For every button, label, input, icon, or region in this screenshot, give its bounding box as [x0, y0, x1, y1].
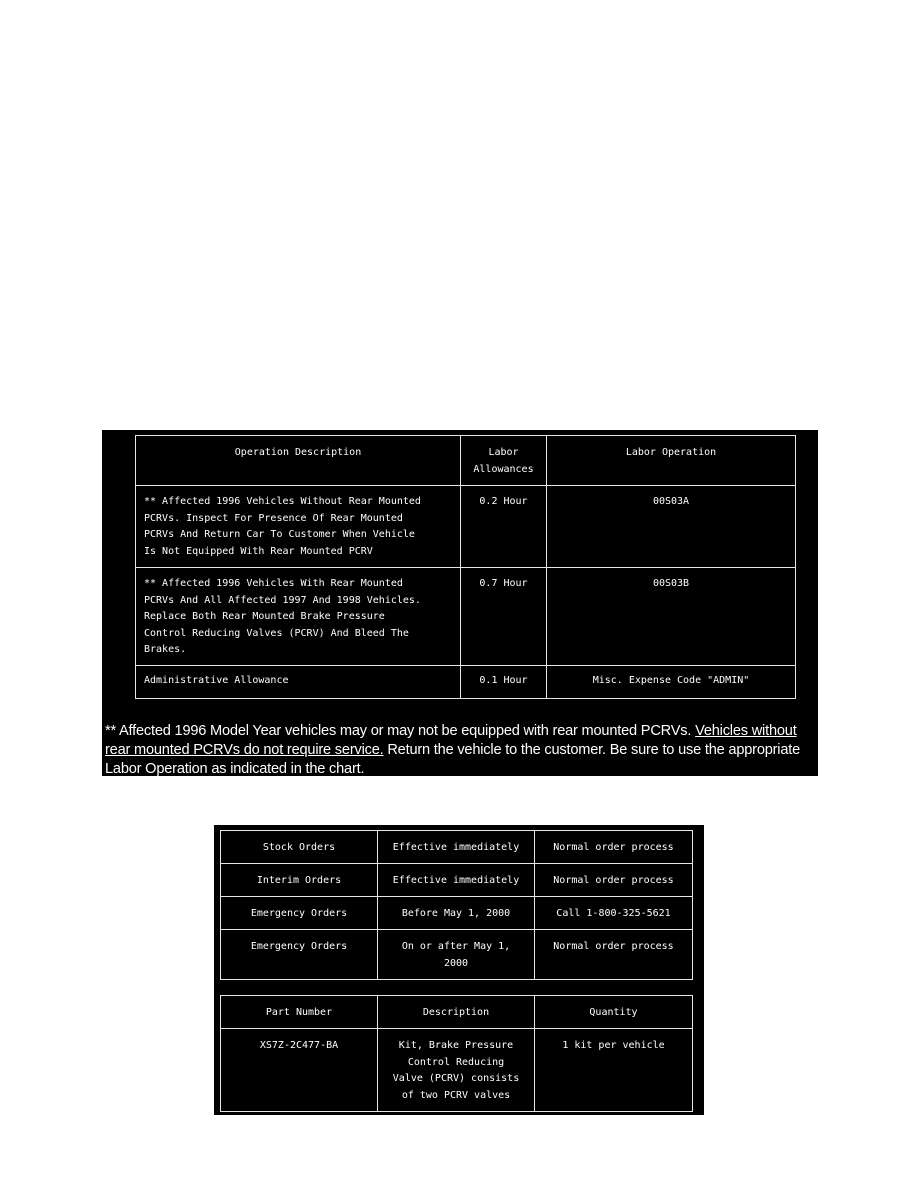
order-type-cell: Interim Orders	[221, 864, 378, 897]
table-row	[221, 930, 693, 980]
order-effective-cell: Before May 1, 2000	[378, 897, 535, 930]
table-header-row	[221, 996, 693, 1029]
table-row	[136, 568, 796, 666]
operation-description-cell: ** Affected 1996 Vehicles Without Rear Mounted PCRVs. Inspect For Presence Of Rear Mounted PCRVs And Return Car To Customer When Vehicle Is Not Equipped With Rear Mounted PCRV	[136, 486, 461, 568]
order-schedule-table	[220, 830, 693, 980]
footnote-underlined-text: Vehicles without rear mounted PCRVs do not require service.	[105, 723, 797, 758]
part-number-cell: XS7Z-2C477-BA	[221, 1029, 378, 1112]
labor-allowance-cell: 0.7 Hour	[461, 568, 547, 666]
order-effective-cell: Effective immediately	[378, 864, 535, 897]
order-effective-cell: Effective immediately	[378, 831, 535, 864]
table-row	[136, 486, 796, 568]
labor-operation-cell: 00S03B	[547, 568, 796, 666]
part-description-cell: Kit, Brake Pressure Control Reducing Valve (PCRV) consists of two PCRV valves	[378, 1029, 535, 1112]
parts-table	[220, 995, 693, 1112]
footnote-text: ** Affected 1996 Model Year vehicles may or may not be equipped with rear mounted PCRVs.	[105, 723, 696, 739]
order-process-cell: Normal order process	[535, 831, 693, 864]
order-effective-cell: On or after May 1, 2000	[378, 930, 535, 980]
header-description: Description	[378, 996, 535, 1029]
header-labor-operation: Labor Operation	[547, 436, 796, 486]
orders-and-parts-panel	[214, 825, 704, 1115]
table-row	[221, 864, 693, 897]
labor-allowance-cell: 0.1 Hour	[461, 666, 547, 699]
order-type-cell: Stock Orders	[221, 831, 378, 864]
labor-operation-cell: Misc. Expense Code "ADMIN"	[547, 666, 796, 699]
footnote-text-continued: Return the vehicle to the customer. Be sure to use the appropriate Labor Operation as indicated in the chart.	[105, 742, 801, 777]
table-header-row	[136, 436, 796, 486]
table-row	[136, 666, 796, 699]
order-type-cell: Emergency Orders	[221, 930, 378, 980]
header-labor-allowances: Labor Allowances	[461, 436, 547, 486]
labor-allowance-cell: 0.2 Hour	[461, 486, 547, 568]
table-row	[221, 1029, 693, 1112]
header-quantity: Quantity	[535, 996, 693, 1029]
table-row	[221, 897, 693, 930]
part-quantity-cell: 1 kit per vehicle	[535, 1029, 693, 1112]
table-row	[221, 831, 693, 864]
operation-description-cell: Administrative Allowance	[136, 666, 461, 699]
header-part-number: Part Number	[221, 996, 378, 1029]
order-process-cell: Normal order process	[535, 864, 693, 897]
order-type-cell: Emergency Orders	[221, 897, 378, 930]
labor-operation-cell: 00S03A	[547, 486, 796, 568]
operation-description-cell: ** Affected 1996 Vehicles With Rear Mounted PCRVs And All Affected 1997 And 1998 Vehicles. Replace Both Rear Mounted Brake Pressure Control Reducing Valves (PCRV) And Bleed The Brakes.	[136, 568, 461, 666]
labor-allowance-table	[135, 435, 796, 699]
order-process-cell: Normal order process	[535, 930, 693, 980]
header-operation-description: Operation Description	[136, 436, 461, 486]
labor-allowance-panel	[102, 430, 818, 776]
labor-footnote	[105, 722, 817, 779]
order-process-cell: Call 1-800-325-5621	[535, 897, 693, 930]
